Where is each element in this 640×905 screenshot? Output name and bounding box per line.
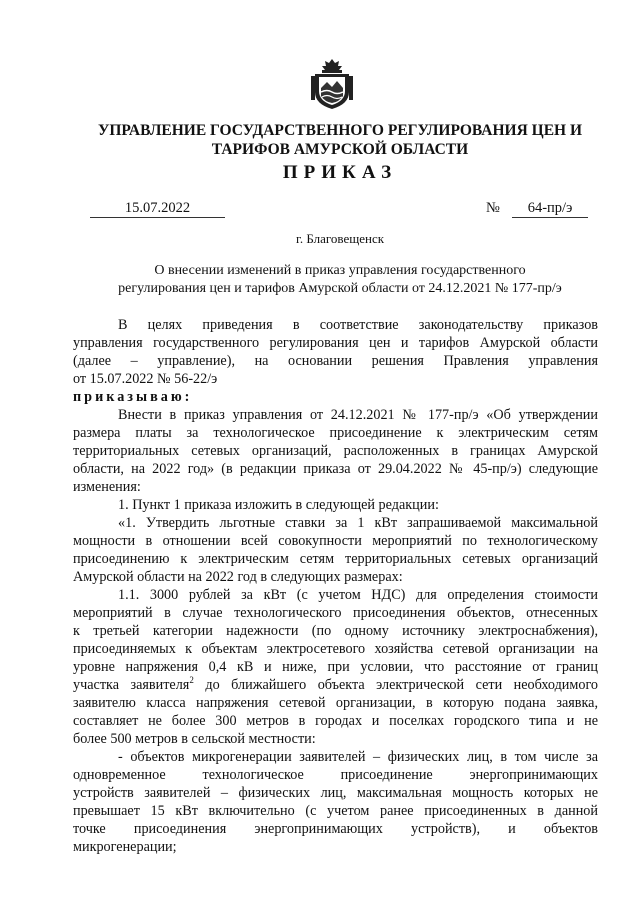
clause-1-text-line: Амурской области на 2022 год в следующих размерах: (73, 569, 403, 585)
amendment-intro-line: области, на 2022 год» (в редакции приказа от 29.04.2022 № 45-пр/э) следующие (73, 461, 598, 477)
clause-1-1-line: к третьей категории надежности (по одному источнику электроснабжения), (73, 623, 598, 639)
clause-1-text-line: «1. Утвердить льготные ставки за 1 кВт запрашиваемой максимальной (118, 515, 598, 531)
microgeneration-item-line: превышает 15 кВт включительно (с учетом ранее присоединенных в данной (73, 803, 598, 819)
clause-1-1-text: до ближайшего объекта электрической сети необходимого (193, 677, 598, 693)
microgeneration-item-line: устройств заявителей – физических лиц, максимальная мощность которых не (73, 785, 598, 801)
microgeneration-item-line: микрогенерации; (73, 839, 177, 855)
clause-1-1-line: 1.1. 3000 рублей за кВт (с учетом НДС) для определения стоимости (118, 587, 598, 603)
organization-title-line-1: УПРАВЛЕНИЕ ГОСУДАРСТВЕННОГО РЕГУЛИРОВАНИЯ ЦЕН И (97, 122, 583, 139)
clause-1-text-line: присоединению к электрическим сетям территориальных сетевых организаций (73, 551, 598, 567)
order-subject-line-1: О внесении изменений в приказ управления государственного (154, 263, 526, 278)
microgeneration-item-line: одновременное технологическое присоединение энергопринимающих (73, 767, 598, 783)
amendment-intro-line: территориальных сетевых организаций, расположенных в границах Амурской (73, 443, 598, 459)
amendment-intro-line: Внести в приказ управления от 24.12.2021 № 177-пр/э «Об утверждении (118, 407, 598, 423)
organization-title (60, 121, 620, 159)
clause-1-text-line: мощности в отношении всей совокупности мероприятий по технологическому (73, 533, 598, 549)
clause-1-heading: 1. Пункт 1 приказа изложить в следующей редакции: (118, 497, 439, 513)
amur-region-coat-of-arms-icon (309, 58, 355, 110)
organization-title-line-2: ТАРИФОВ АМУРСКОЙ ОБЛАСТИ (211, 141, 469, 158)
order-subject (60, 262, 620, 298)
decree-word: приказываю: (73, 389, 193, 405)
preamble-line: от 15.07.2022 № 56-22/э (73, 371, 218, 387)
clause-1-1-line: присоединяемых к объектам электросетевого хозяйства сетевой организации на (73, 641, 598, 657)
preamble-line: (далее – управление), на основании решения Правления управления (73, 353, 598, 369)
order-date: 15.07.2022 (90, 200, 225, 218)
amendment-intro-line: размера платы за технологическое присоединение к электрическим сетям (73, 425, 598, 441)
preamble-line: В целях приведения в соответствие законодательству приказов (118, 317, 598, 333)
order-number: 64-пр/э (512, 200, 588, 218)
clause-1-1-line: более 500 метров в сельской местности: (73, 731, 316, 747)
clause-1-1-line: заявителю класса напряжения сетевой организации, в которую подана заявка, (73, 695, 598, 711)
clause-1-1-line: составляет не более 300 метров в городах и поселках городского типа и не (73, 713, 598, 729)
order-number-label: № (486, 200, 500, 216)
clause-1-1-line: мероприятий в случае технологического присоединения объектов, отнесенных (73, 605, 598, 621)
clause-1-1-line: уровне напряжения 0,4 кВ и ниже, при условии, что расстояние от границ (73, 659, 598, 675)
preamble-line: управления государственного регулирования цен и тарифов Амурской области (73, 335, 598, 351)
city-name: г. Благовещенск (295, 231, 385, 246)
document-body (73, 316, 598, 856)
footnote-marker: 2 (189, 676, 194, 685)
microgeneration-item-line: точке присоединения энергопринимающих устройств), и объектов (73, 821, 598, 837)
microgeneration-item-line: - объектов микрогенерации заявителей – физических лиц, в том числе за (118, 749, 598, 765)
clause-1-1-line-with-footnote (73, 676, 598, 694)
document-type-title: ПРИКАЗ (282, 162, 398, 183)
amendment-intro-line: изменения: (73, 479, 141, 495)
clause-1-1-text: участка заявителя (73, 677, 190, 693)
order-subject-line-2: регулирования цен и тарифов Амурской области от 24.12.2021 № 177-пр/э (118, 281, 562, 296)
